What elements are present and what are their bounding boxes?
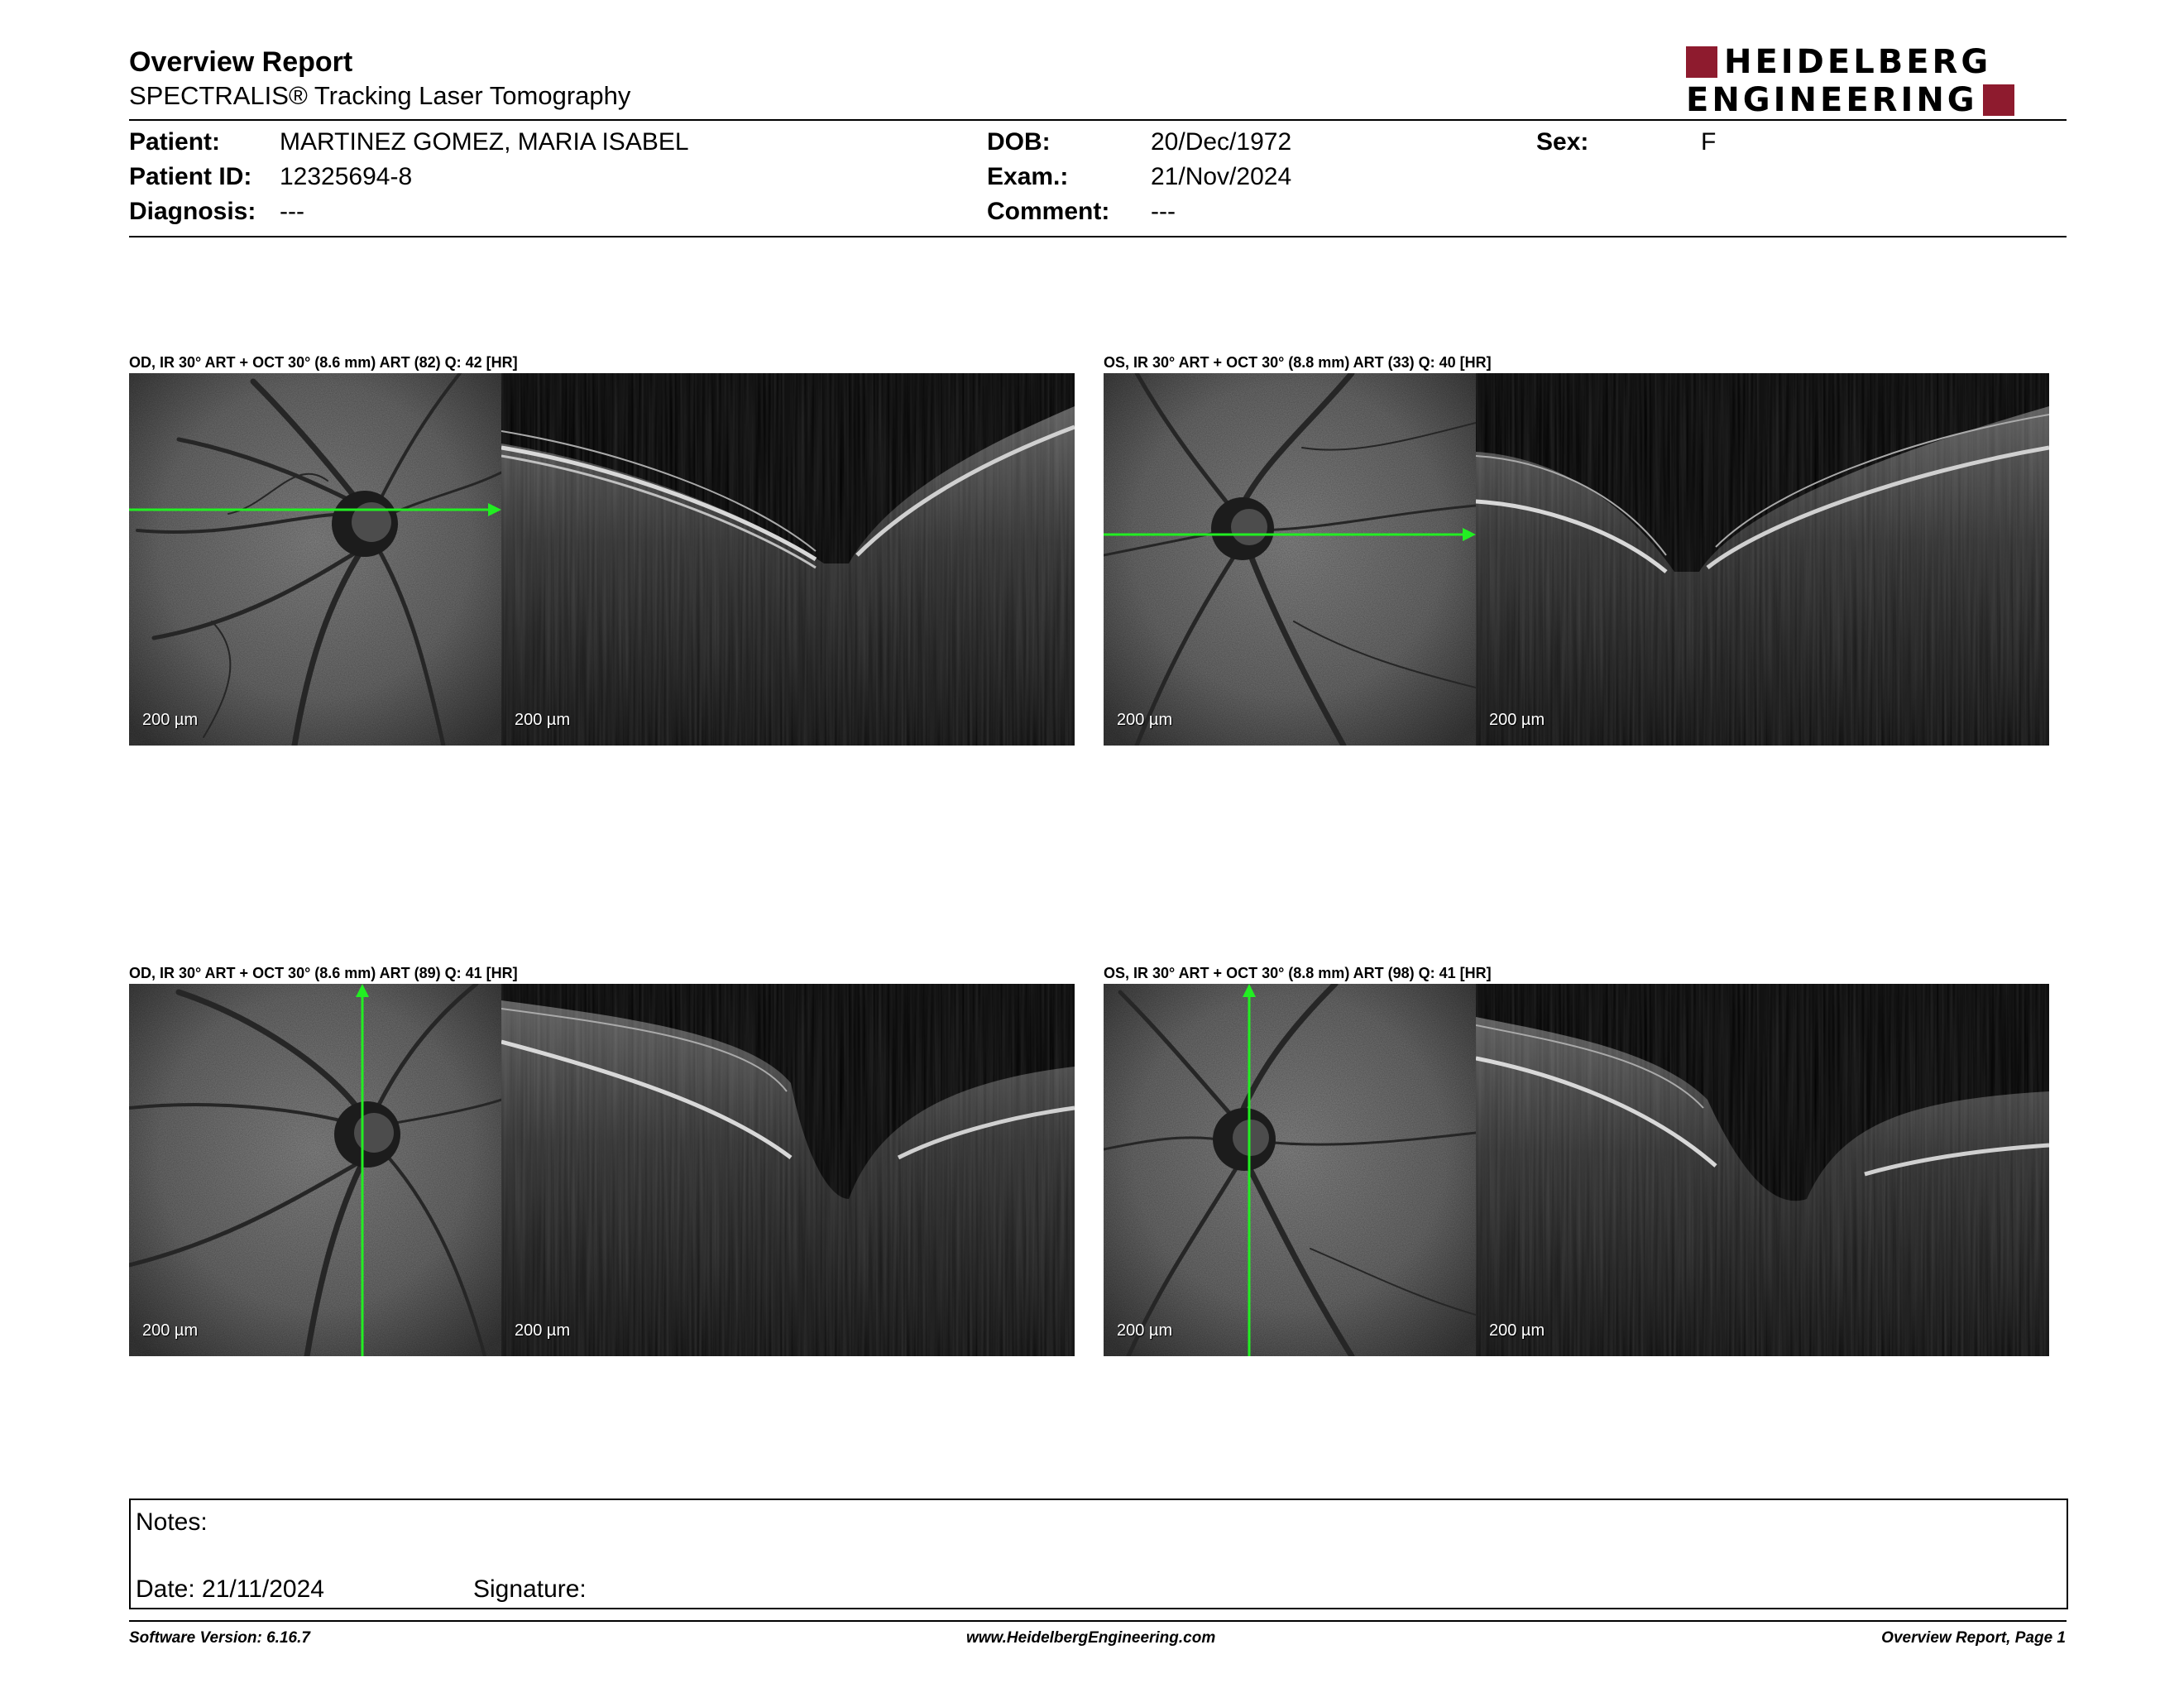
logo-square-icon: [1983, 84, 2014, 116]
oct-bscan-od-vertical[interactable]: [501, 984, 1075, 1356]
fundus-image-os[interactable]: [1104, 373, 1476, 746]
heidelberg-logo: [1686, 45, 2067, 117]
fundus-image-od-vertical[interactable]: [129, 984, 501, 1356]
oct-bscan-os-horizontal[interactable]: [1476, 373, 2049, 746]
panel-caption-od-horizontal: OD, IR 30° ART + OCT 30° (8.6 mm) ART (82) Q: 42 [HR]: [129, 354, 518, 371]
signature-label: Signature:: [473, 1575, 587, 1603]
software-version: Software Version: 6.16.7: [129, 1629, 310, 1647]
fundus-scale-label: 200 µm: [142, 1321, 199, 1340]
fundus-scale-label: 200 µm: [142, 711, 199, 729]
dob-label: DOB:: [987, 128, 1051, 156]
header-divider: [129, 119, 2067, 121]
logo-line1: HEIDELBERG: [1724, 43, 1992, 81]
panel-caption-od-vertical: OD, IR 30° ART + OCT 30° (8.6 mm) ART (89) Q: 41 [HR]: [129, 965, 518, 981]
oct-scale-label: 200 µm: [1489, 711, 1545, 729]
oct-scale-label: 200 µm: [1489, 1321, 1545, 1340]
panel-caption-os-horizontal: OS, IR 30° ART + OCT 30° (8.8 mm) ART (33) Q: 40 [HR]: [1104, 354, 1492, 371]
page-number: Overview Report, Page 1: [1881, 1629, 2066, 1647]
sex-value: F: [1701, 128, 1717, 156]
fundus-image-od[interactable]: [129, 373, 501, 746]
info-divider: [129, 236, 2067, 237]
footer-divider: [129, 1620, 2067, 1622]
comment-value: ---: [1151, 198, 1176, 225]
exam-value: 21/Nov/2024: [1151, 163, 1292, 190]
fundus-image-os-vertical[interactable]: [1104, 984, 1476, 1356]
notes-box[interactable]: [129, 1499, 2068, 1609]
logo-square-icon: [1686, 46, 1717, 78]
fundus-scale-label: 200 µm: [1117, 1321, 1173, 1340]
date-label: Date: 21/11/2024: [136, 1575, 324, 1603]
comment-label: Comment:: [987, 198, 1110, 225]
report-title: Overview Report: [129, 46, 353, 78]
website-link[interactable]: www.HeidelbergEngineering.com: [966, 1629, 1216, 1647]
logo-line2: ENGINEERING: [1686, 81, 1978, 119]
exam-label: Exam.:: [987, 163, 1069, 190]
patient-id-label: Patient ID:: [129, 163, 252, 190]
patient-name: MARTINEZ GOMEZ, MARIA ISABEL: [280, 128, 689, 156]
oct-bscan-od-horizontal[interactable]: [501, 373, 1075, 746]
diagnosis-label: Diagnosis:: [129, 198, 256, 225]
oct-bscan-os-vertical[interactable]: [1476, 984, 2049, 1356]
oct-scale-label: 200 µm: [515, 1321, 571, 1340]
diagnosis-value: ---: [280, 198, 304, 225]
sex-label: Sex:: [1536, 128, 1589, 156]
patient-label: Patient:: [129, 128, 221, 156]
panel-caption-os-vertical: OS, IR 30° ART + OCT 30° (8.8 mm) ART (98) Q: 41 [HR]: [1104, 965, 1492, 981]
notes-label: Notes:: [136, 1508, 208, 1536]
fundus-scale-label: 200 µm: [1117, 711, 1173, 729]
oct-scale-label: 200 µm: [515, 711, 571, 729]
dob-value: 20/Dec/1972: [1151, 128, 1292, 156]
report-subtitle: SPECTRALIS® Tracking Laser Tomography: [129, 81, 631, 110]
patient-id-value: 12325694-8: [280, 163, 413, 190]
